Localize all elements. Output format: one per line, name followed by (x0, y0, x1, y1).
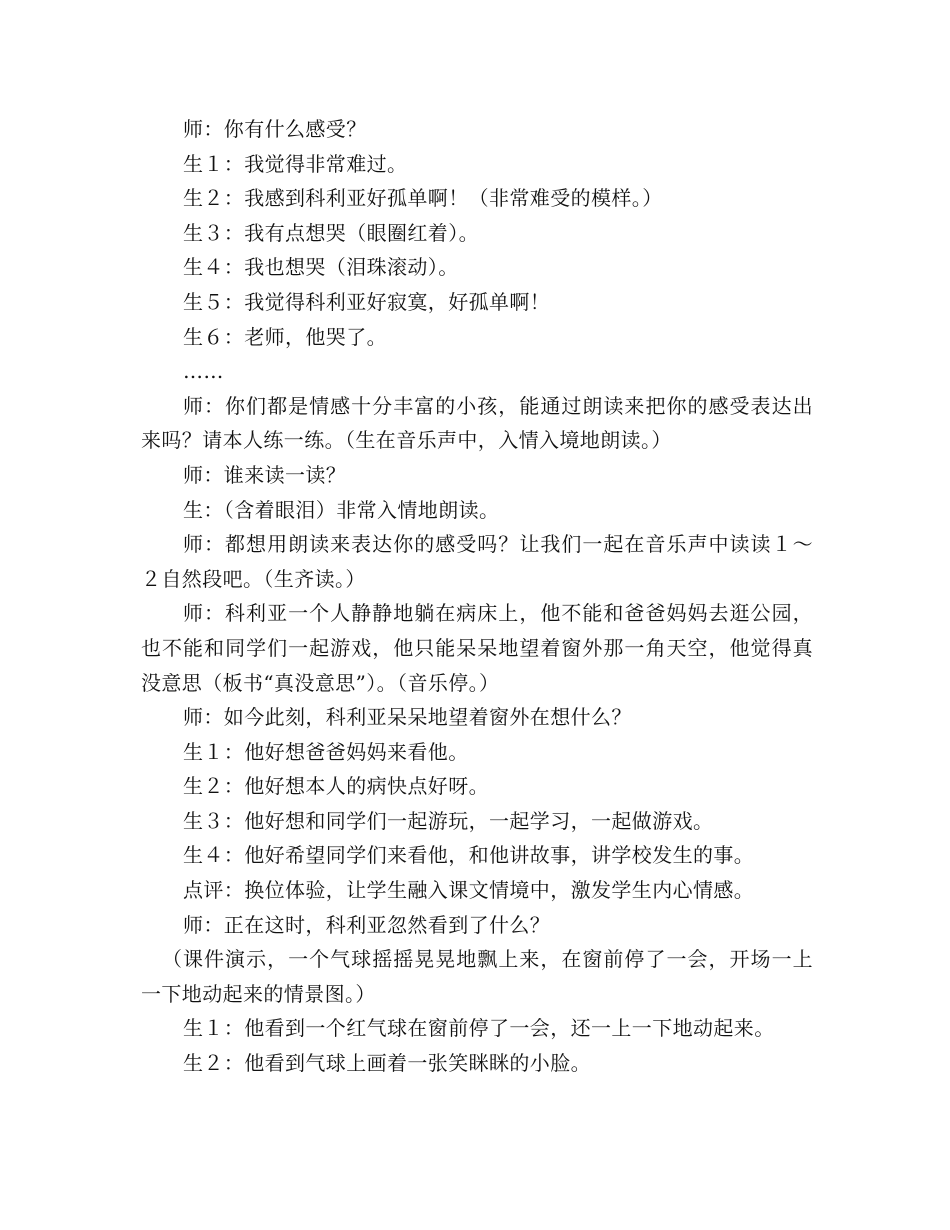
paragraph-teacher-who-reads: 师：谁来读一读？ (183, 462, 347, 487)
paragraph-student-1-balloon: 生１：他看到一个红气球在窗前停了一会，还一上一下地动起来。 (183, 1016, 775, 1041)
paragraph-student-1-answer: 生１：他好想爸爸妈妈来看他。 (183, 739, 469, 764)
paragraph-student-3-answer: 生３：他好想和同学们一起游玩，一起学习，一起做游戏。 (183, 808, 714, 833)
paragraph-student-2-balloon: 生２：他看到气球上画着一张笑眯眯的小脸。 (183, 1051, 591, 1076)
paragraph-student-1: 生１：我觉得非常难过。 (183, 151, 408, 176)
document-body (141, 112, 813, 1081)
paragraph-teacher-read-aloud: 师：你们都是情感十分丰富的小孩，能通过朗读来把你的感受表达出来吗？请本人练一练。（生在音乐声中，入情入境地朗读。） (141, 393, 813, 453)
paragraph-courseware-demo: （课件演示，一个气球摇摇晃晃地飘上来，在窗前停了一会，开场一上一下地动起来的情景图。） (141, 947, 813, 1006)
paragraph-teacher-what-thinking: 师：如今此刻，科利亚呆呆地望着窗外在想什么？ (183, 705, 632, 730)
paragraph-student-2: 生２：我感到科利亚好孤单啊！（非常难受的模样。） (183, 186, 663, 211)
paragraph-student-4: 生４：我也想哭（泪珠滚动）。 (183, 255, 459, 280)
paragraph-student-reading: 生：（含着眼泪）非常入情地朗读。 (183, 497, 500, 522)
paragraph-student-3: 生３：我有点想哭（眼圈红着）。 (183, 220, 479, 245)
paragraph-student-2-answer: 生２：他好想本人的病快点好呀。 (183, 774, 489, 799)
paragraph-ellipsis: …… (183, 359, 224, 384)
paragraph-student-5: 生５：我觉得科利亚好寂寞，好孤单啊！ (183, 289, 551, 314)
paragraph-teacher-what-seen: 师：正在这时，科利亚忽然看到了什么？ (183, 912, 551, 937)
paragraph-student-6: 生６：老师，他哭了。 (183, 324, 387, 349)
paragraph-teacher-kolya-narration: 师：科利亚一个人静静地躺在病床上，他不能和爸爸妈妈去逛公园，也不能和同学们一起游戏，他只能呆呆地望着窗外那一角天空，他觉得真没意思（板书“真没意思”）。（音乐停。） (141, 601, 813, 695)
paragraph-comment: 点评：换位体验，让学生融入课文情境中，激发学生内心情感。 (183, 878, 755, 903)
paragraph-teacher-read-together: 师：都想用朗读来表达你的感受吗？让我们一起在音乐声中读读１～２自然段吧。（生齐读。） (141, 532, 813, 591)
paragraph-student-4-answer: 生４：他好希望同学们来看他，和他讲故事，讲学校发生的事。 (183, 843, 755, 868)
paragraph-teacher-question: 师：你有什么感受？ (183, 117, 367, 141)
